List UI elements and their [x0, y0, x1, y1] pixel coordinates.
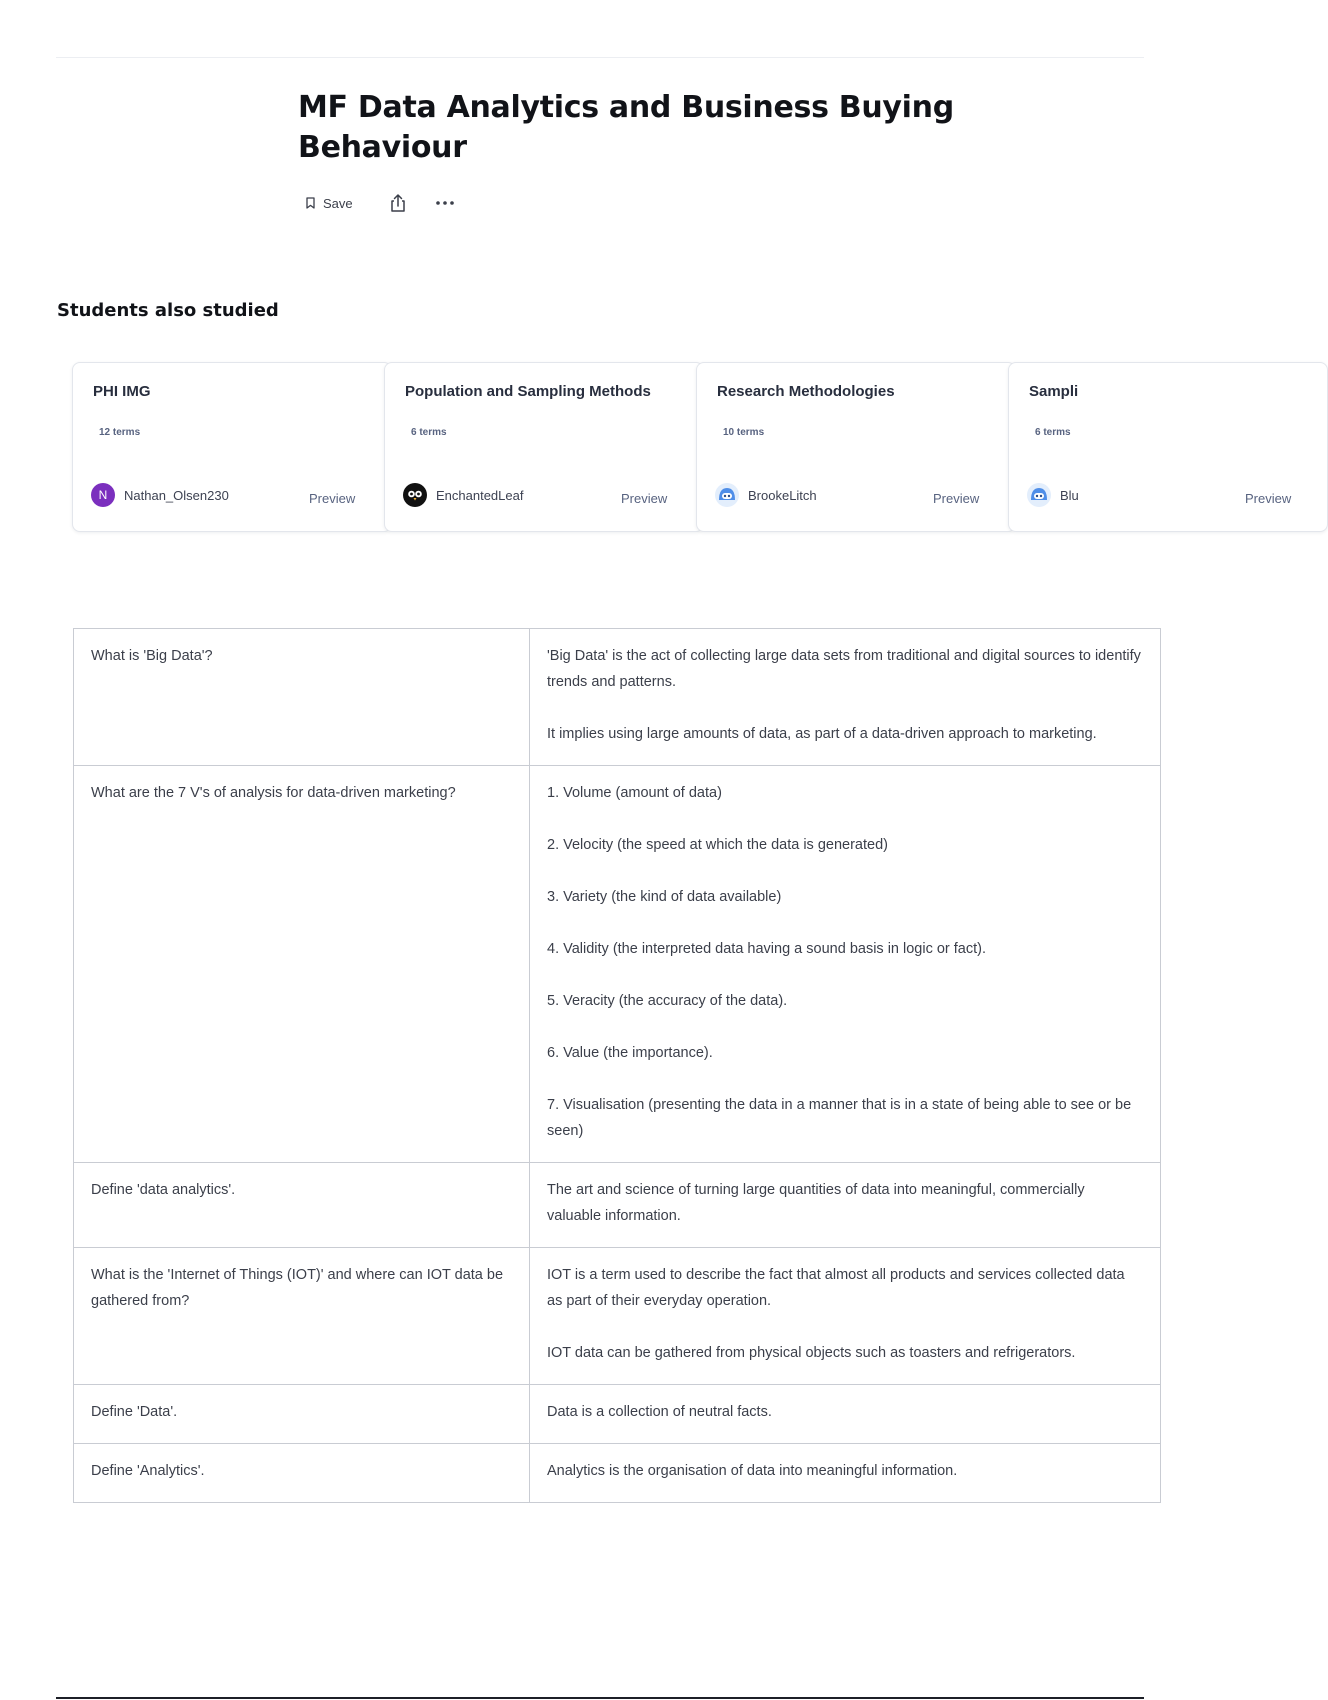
study-set-card[interactable] — [696, 362, 1016, 532]
card-term-count: 10 terms — [723, 427, 765, 438]
page-break-mask — [60, 1542, 1170, 1642]
card-term-count: 6 terms — [411, 427, 447, 438]
term-text: What are the 7 V's of analysis for data-driven marketing? — [74, 766, 530, 1163]
card-term-count: 12 terms — [99, 427, 141, 438]
definition-cell — [530, 1444, 1161, 1503]
term-row — [74, 1248, 1161, 1385]
robot-avatar-icon — [715, 483, 739, 507]
definition-cell — [530, 629, 1161, 766]
page-title: MF Data Analytics and Business Buying Behaviour — [298, 90, 954, 165]
definition-cell — [530, 1248, 1161, 1385]
card-title: Research Methodologies — [717, 383, 895, 400]
term-row — [74, 1385, 1161, 1444]
term-row — [74, 1444, 1161, 1503]
term-text: Define 'data analytics'. — [74, 1163, 530, 1248]
author-username: EnchantedLeaf — [436, 487, 524, 503]
term-text: Define 'Data'. — [74, 1385, 530, 1444]
definition-cell — [530, 766, 1161, 1163]
author-username: Blu — [1060, 487, 1079, 503]
study-set-card[interactable] — [72, 362, 392, 532]
definition-cell — [530, 1163, 1161, 1248]
author-username: BrookeLitch — [748, 487, 817, 503]
save-button[interactable] — [306, 196, 353, 211]
definition-paragraph: 5. Veracity (the accuracy of the data). — [547, 993, 788, 1009]
definition-paragraph: Data is a collection of neutral facts. — [547, 1404, 772, 1420]
definition-paragraph: Analytics is the organisation of data into meaningful information. — [547, 1463, 958, 1479]
terms-table — [73, 628, 1161, 1503]
preview-button[interactable]: Preview — [621, 491, 668, 506]
share-icon[interactable] — [389, 193, 407, 213]
definition-paragraph: 1. Volume (amount of data) — [547, 785, 722, 801]
card-author[interactable] — [91, 483, 229, 507]
term-text: What is the 'Internet of Things (IOT)' and where can IOT data be gathered from? — [74, 1248, 530, 1385]
card-author[interactable] — [715, 483, 817, 507]
avatar-letter-n: N — [91, 483, 115, 507]
definition-cell — [530, 1385, 1161, 1444]
definition-paragraph: 2. Velocity (the speed at which the data is generated) — [547, 837, 888, 853]
preview-button[interactable]: Preview — [933, 491, 980, 506]
term-text: Define 'Analytics'. — [74, 1444, 530, 1503]
definition-paragraph: 7. Visualisation (presenting the data in a manner that is in a state of being able to see or be seen) — [547, 1097, 1132, 1139]
definition-paragraph: IOT is a term used to describe the fact that almost all products and services collected data as part of their everyday operation. — [547, 1267, 1125, 1309]
definition-paragraph: 3. Variety (the kind of data available) — [547, 889, 782, 905]
card-title: Population and Sampling Methods — [405, 383, 651, 400]
definition-paragraph: The art and science of turning large quantities of data into meaningful, commercially valuable information. — [547, 1182, 1085, 1224]
term-row — [74, 766, 1161, 1163]
preview-button[interactable]: Preview — [1245, 491, 1292, 506]
owl-avatar-icon — [403, 483, 427, 507]
term-row — [74, 1163, 1161, 1248]
carousel-track — [72, 362, 1292, 534]
definition-paragraph: It implies using large amounts of data, as part of a data-driven approach to marketing. — [547, 726, 1097, 742]
robot-avatar-icon — [1027, 483, 1051, 507]
students-also-studied-heading: Students also studied — [57, 300, 279, 321]
definition-paragraph: 4. Validity (the interpreted data having a sound basis in logic or fact). — [547, 941, 987, 957]
definition-paragraph: 'Big Data' is the act of collecting large data sets from traditional and digital sources to identify trends and patterns. — [547, 648, 1141, 690]
top-divider — [56, 57, 1144, 58]
save-label: Save — [323, 195, 353, 211]
study-set-card[interactable] — [384, 362, 704, 532]
term-row — [74, 629, 1161, 766]
term-text: What is 'Big Data'? — [74, 629, 530, 766]
definition-paragraph: IOT data can be gathered from physical objects such as toasters and refrigerators. — [547, 1345, 1076, 1361]
set-actions — [306, 188, 455, 218]
bookmark-icon — [306, 197, 315, 209]
author-username: Nathan_Olsen230 — [124, 487, 229, 503]
bottom-divider — [56, 1697, 1144, 1699]
card-title: PHI IMG — [93, 383, 151, 400]
preview-button[interactable]: Preview — [309, 491, 356, 506]
card-author[interactable] — [403, 483, 523, 507]
card-author[interactable] — [1027, 483, 1079, 507]
card-title: Sampli — [1029, 383, 1079, 400]
also-studied-carousel — [72, 362, 1292, 534]
card-term-count: 6 terms — [1035, 427, 1071, 438]
definition-paragraph: 6. Value (the importance). — [547, 1045, 713, 1061]
study-set-card[interactable] — [1008, 362, 1328, 532]
more-options-icon[interactable] — [435, 200, 455, 206]
